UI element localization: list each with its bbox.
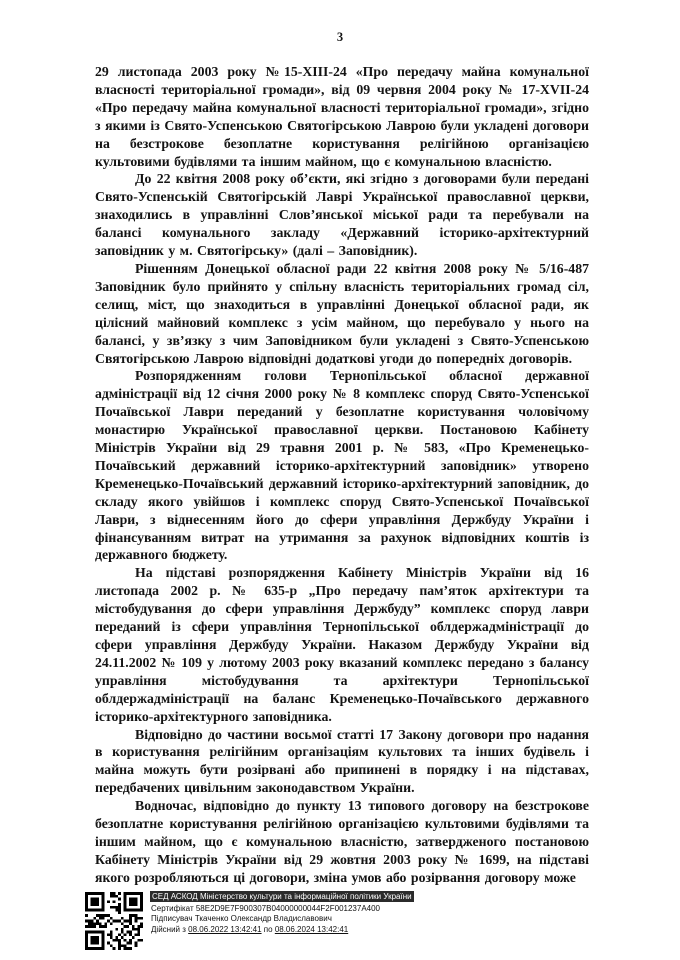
paragraph: Водночас, відповідно до пункту 13 типового договору на безстрокове безоплатне користування релігійною організацією культовими будівлями та іншим майном, що є комунальною власністю, затвердженого постановою Кабінету Міністрів України від 29 жовтня 2003 року № 1699, на підставі якого розробляються ці договори, зміна умов або розірвання договору може [95, 798, 589, 885]
valid-to-label: по [263, 924, 273, 934]
page-number: 3 [336, 30, 344, 44]
qr-code-icon [84, 891, 144, 951]
paragraphs [95, 63, 589, 887]
paragraph: На підставі розпорядження Кабінету Міністрів України від 16 листопада 2002 р. № 635-р „Про передачу пам’яток архітектури та містобудування до сфери управління Держбуду” комплекс споруд лаври переданий із сфери управління Тернопільської облдержадміністрації до сфери управління Держбуду України. Наказом Держбуду України від 24.11.2002 № 109 у лютому 2003 року вказаний комплекс передано з балансу управління містобудування та архітектури Тернопільської облдержадміністрації на баланс Кременецько-Почаївського державного історико-архітектурного заповідника. [95, 565, 589, 724]
paragraph: 29 листопада 2003 року №15-XIII-24 «Про передачу майна комунальної власності територіальної громади», від 09 червня 2004 року № 17-XVII-24 «Про передачу майна комунальної власності територіальної громади», згідно з якими із Свято-Успенською Святогірською Лаврою були укладені договори на безстрокове безоплатне користування релігійною організацією культовими будівлями та іншим майном, що є комунальною власністю. [95, 64, 589, 169]
digital-signature-stamp [84, 891, 484, 951]
paragraph: До 22 квітня 2008 року об’єкти, які згідно з договорами були передані Свято-Успенській Святогірській Лаврі Української православної церкви, знаходились в управлінні Слов’янської міської ради та перебували на балансі комунального закладу «Державний історико-архітектурний заповідник у м. Святогірську» (далі – Заповідник). [95, 171, 589, 259]
stamp-certificate-line [150, 904, 381, 915]
stamp-header: СЕД АСКОД Міністерство культури та інформаційної політики України [152, 892, 412, 901]
valid-from-value: 08.06.2022 13:42:41 [188, 924, 262, 934]
signer-value: Ткаченко Олександр Владиславович [194, 914, 332, 923]
paragraph: Відповідно до частини восьмої статті 17 Закону договори про надання в користування релігійним організаціям культових та інших будівель і майна можуть бути розірвані або припинені в порядку і на підставах, передбачених цивільним законодавством України. [95, 726, 589, 796]
paragraph: Рішенням Донецької обласної ради 22 квітня 2008 року № 5/16-487 Заповідник було прийнято у спільну власність територіальних громад сіл, селищ, міст, що знаходиться в управлінні Донецької обласної ради, як цілісний майновий комплекс з усім майном, що перебувало у нього на балансі, у зв’язку з чим Заповідником були укладені з Свято-Успенською Святогірською Лаврою відповідні додаткові угоди до попередніх договорів. [95, 260, 589, 366]
paragraph: Розпорядженням голови Тернопільської обласної державної адміністрації від 12 січня 2000 року № 8 комплекс споруд Свято-Успенської Почаївської Лаври переданий у безоплатне користування чоловічому монастирю Української православної церкви. Постановою Кабінету Міністрів України від 29 травня 2001 р. № 583, «Про Кременецько-Почаївський державний історико-архітектурний заповідник» утворено Кременецько-Почаївський державний історико-архітектурний заповідник, до складу якого увійшов і комплекс споруд Свято-Успенської Почаївської Лаври, з віднесенням його до сфери управління Держбуду України і фінансуванням витрат на утримання за рахунок відповідних коштів із державного бюджету. [95, 368, 589, 563]
certificate-value: 58E2D9E7F900307B04000000044F2F001237A400 [195, 903, 380, 913]
stamp-text [150, 891, 480, 935]
stamp-signer-line [150, 914, 333, 925]
signer-label: Підписувач [151, 914, 193, 923]
stamp-validity-line [150, 925, 349, 936]
stamp-header-row [150, 891, 462, 903]
certificate-label: Сертифікат [151, 903, 194, 913]
valid-to-value: 08.06.2024 13:42:41 [274, 924, 349, 934]
valid-from-label: Дійсний з [151, 924, 186, 934]
